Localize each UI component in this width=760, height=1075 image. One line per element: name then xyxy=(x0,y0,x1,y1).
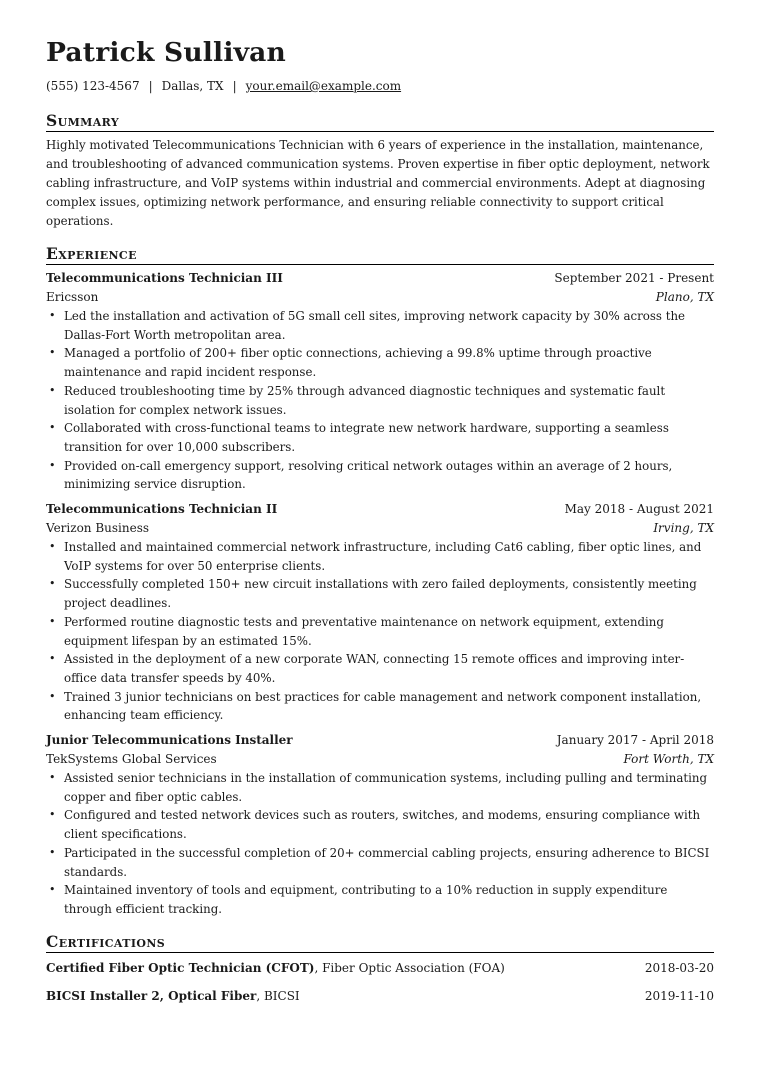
summary-heading: Summary xyxy=(46,112,714,132)
email-link[interactable]: your.email@example.com xyxy=(245,79,402,93)
certification-issuer: , BICSI xyxy=(256,988,300,1003)
job-bullets xyxy=(46,769,714,919)
bullet-item: • Configured and tested network devices such as routers, switches, and modems, ensuring compliance with client specifications. xyxy=(46,806,714,843)
bullet-item: • Collaborated with cross-functional teams to integrate new network hardware, supporting a seamless transition for over 10,000 subscribers. xyxy=(46,419,714,456)
certification-name: BICSI Installer 2, Optical Fiber xyxy=(46,988,257,1003)
job-location: Fort Worth, TX xyxy=(623,752,714,767)
certification-item xyxy=(46,959,714,978)
summary-text: Highly motivated Telecommunications Technician with 6 years of experience in the installation, maintenance, and troubleshooting of advanced communication systems. Proven expertise in fiber optic deployment, network cabling infrastructure, and VoIP systems within industrial and commercial environments. Adept at diagnosing complex issues, optimizing network performance, and ensuring reliable connectivity to support critical operations. xyxy=(46,138,710,228)
certifications-heading: Certifications xyxy=(46,933,714,953)
certification-issuer: , Fiber Optic Association (FOA) xyxy=(314,960,505,975)
job-entry xyxy=(46,269,714,494)
bullet-item: • Assisted in the deployment of a new corporate WAN, connecting 15 remote offices and improving inter-office data transfer speeds by 40%. xyxy=(46,650,714,687)
job-location: Plano, TX xyxy=(655,290,714,304)
bullet-item: • Trained 3 junior technicians on best practices for cable management and network component installation, enhancing team efficiency. xyxy=(46,688,714,725)
contact-separator: | xyxy=(232,79,237,93)
bullet-item: • Provided on-call emergency support, resolving critical network outages within an average of 2 hours, minimizing service disruption. xyxy=(46,457,714,494)
job-location: Irving, TX xyxy=(653,521,714,536)
job-bullets xyxy=(46,538,714,725)
contact-location: Dallas, TX xyxy=(161,79,224,93)
job-entry xyxy=(46,500,714,725)
company-name: TekSystems Global Services xyxy=(46,752,217,767)
job-entry xyxy=(46,731,714,919)
bullet-item: • Participated in the successful completion of 20+ commercial cabling projects, ensuring adherence to BICSI standards. xyxy=(46,844,714,881)
job-title: Junior Telecommunications Installer xyxy=(46,733,293,748)
bullet-item: • Performed routine diagnostic tests and preventative maintenance on network equipment, extending equipment lifespan by an estimated 15%. xyxy=(46,613,714,650)
certification-date: 2018-03-20 xyxy=(644,960,714,975)
certification-item xyxy=(46,987,714,1006)
contact-line xyxy=(46,78,714,94)
bullet-item: • Assisted senior technicians in the installation of communication systems, including pulling and terminating copper and fiber optic cables. xyxy=(46,769,714,806)
job-dates: September 2021 - Present xyxy=(554,271,714,285)
bullet-item: • Maintained inventory of tools and equipment, contributing to a 10% reduction in supply expenditure through efficient tracking. xyxy=(46,881,714,918)
resume-page xyxy=(46,38,714,1006)
certification-name: Certified Fiber Optic Technician (CFOT) xyxy=(46,960,315,975)
bullet-item: • Reduced troubleshooting time by 25% through advanced diagnostic techniques and systematic fault isolation for complex network issues. xyxy=(46,382,714,419)
experience-heading: Experience xyxy=(46,245,714,265)
phone-number: (555) 123-4567 xyxy=(46,79,140,93)
job-title: Telecommunications Technician III xyxy=(46,271,283,285)
contact-separator: | xyxy=(148,79,153,93)
certifications-list xyxy=(46,959,714,1006)
job-title: Telecommunications Technician II xyxy=(46,502,278,517)
candidate-name: Patrick Sullivan xyxy=(46,37,287,68)
bullet-item: • Successfully completed 150+ new circuit installations with zero failed deployments, consistently meeting project deadlines. xyxy=(46,575,714,612)
certification-date: 2019-11-10 xyxy=(644,988,714,1003)
job-dates: May 2018 - August 2021 xyxy=(564,502,714,517)
company-name: Verizon Business xyxy=(46,521,150,536)
bullet-item: • Led the installation and activation of 5G small cell sites, improving network capacity by 30% across the Dallas-Fort Worth metropolitan area. xyxy=(46,307,714,344)
bullet-item: • Installed and maintained commercial network infrastructure, including Cat6 cabling, fiber optic lines, and VoIP systems for over 50 enterprise clients. xyxy=(46,538,714,575)
company-name: Ericsson xyxy=(46,290,99,304)
job-dates: January 2017 - April 2018 xyxy=(556,733,714,748)
job-bullets xyxy=(46,307,714,494)
bullet-item: • Managed a portfolio of 200+ fiber optic connections, achieving a 99.8% uptime through proactive maintenance and rapid incident response. xyxy=(46,344,714,381)
